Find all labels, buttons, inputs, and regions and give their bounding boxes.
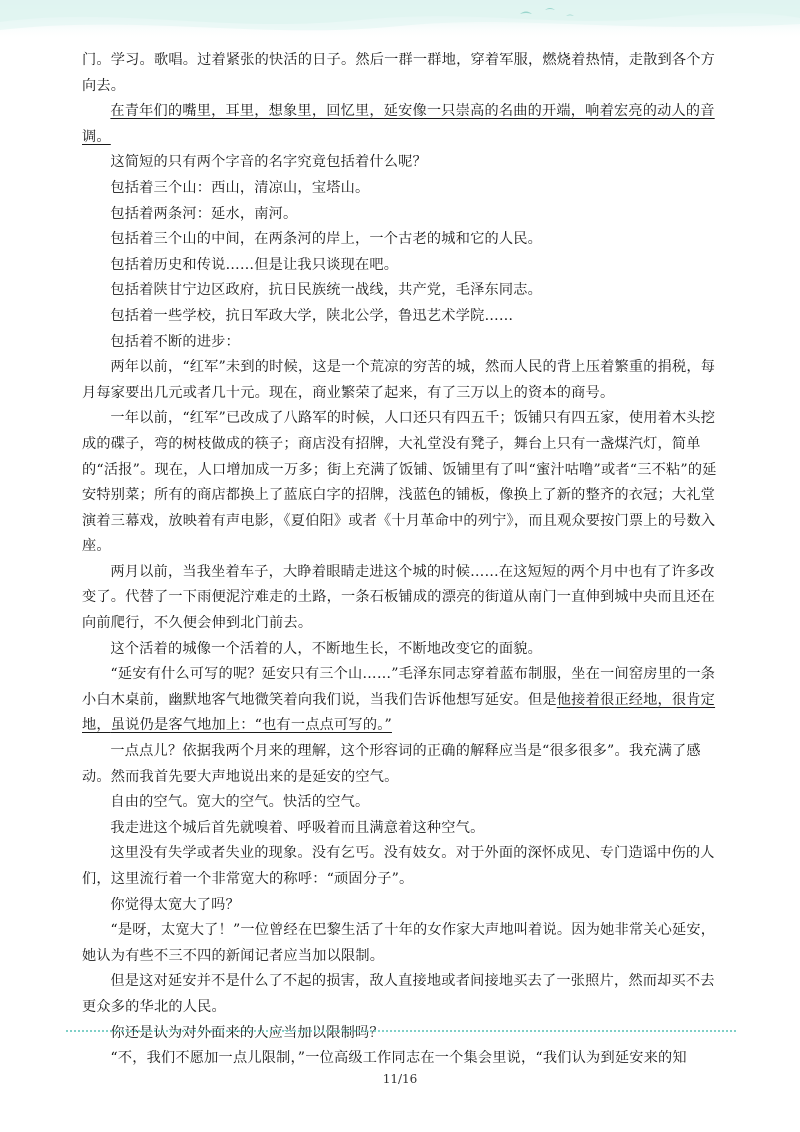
- article-body: [82, 48, 722, 1072]
- paragraph-text: 两月以前，当我坐着车子，大睁着眼睛走进这个城的时候……在这短短的两个月中也有了许多改变了。代替了一下雨便泥泞难走的土路，一条石板铺成的漂亮的街道从南门一直伸到城中央而且还在向前爬行，不久便会伸到北门前去。: [82, 563, 716, 632]
- paragraph: [82, 560, 722, 637]
- paragraph-text: 一年以前，“红军”已改成了八路军的时候，人口还只有四五千；饭铺只有四五家，使用着木头挖成的碟子，弯的树枝做成的筷子；商店没有招牌，大礼堂没有凳子，舞台上只有一盏煤汽灯，简单的“活报”。现在，人口增加成一万多；街上充满了饭铺、饭铺里有了叫“蜜汁咕噜”或者“三不粘”的延安特别菜；所有的商店都换上了蓝底白字的招牌，浅蓝色的铺板，像换上了新的整齐的衣冠；大礼堂演着三幕戏，放映着有声电影，《夏伯阳》或者《十月革命中的列宁》，而且观众要按门票上的号数入座。: [82, 410, 717, 555]
- paragraph-text: 但是这对延安并不是什么了不起的损害，敌人直接地或者间接地买去了一张照片，然而却买不去更众多的华北的人民。: [82, 973, 715, 1015]
- paragraph: [82, 662, 722, 739]
- paragraph-text: “延安有什么可写的呢？延安只有三个山……”毛泽东同志穿着蓝布制服，坐在一间窑房里的一条小白木桌前，幽默地客气地微笑着向我们说，当我们告诉他想写延安。但是: [82, 666, 716, 708]
- paragraph: [82, 48, 722, 99]
- paragraph-text: 两年以前，“红军”未到的时候，这是一个荒凉的穷苦的城，然而人民的背上压着繁重的捐税，每月每家要出几元或者几十元。现在，商业繁荣了起来，有了三万以上的资本的商号。: [82, 359, 716, 401]
- paragraph-text: 包括着陕甘宁边区政府，抗日民族统一战线，共产党，毛泽东同志。: [110, 282, 543, 299]
- paragraph-text: 包括着一些学校，抗日军政大学，陕北公学，鲁迅艺术学院……: [110, 307, 514, 324]
- paragraph-text: 你觉得太宽大了吗？: [110, 896, 240, 913]
- paragraph-text: 你还是认为对外面来的人应当加以限制吗？: [110, 1024, 384, 1041]
- underlined-text: 在青年们的嘴里，耳里，想象里，回忆里，延安像一只崇高的名曲的开端，响着宏亮的动人的音调。: [82, 103, 715, 145]
- paragraph-text: “是呀，太宽大了！”一位曾经在巴黎生活了十年的女作家大声地叫着说。因为她非常关心延安，她认为有些不三不四的新闻记者应当加以限制。: [82, 922, 716, 964]
- paragraph: [82, 227, 722, 253]
- paragraph-text: 这简短的只有两个字音的名字究竟包括着什么呢？: [110, 154, 427, 171]
- paragraph: [82, 355, 722, 406]
- paragraph: [82, 99, 722, 150]
- paragraph: [82, 969, 722, 1020]
- paragraph: [82, 253, 722, 279]
- paragraph-text: 这里没有失学或者失业的现象。没有乞丐。没有妓女。对于外面的深怀成见、专门造谣中伤的人们，这里流行着一个非常宽大的称呼：“顽固分子”。: [82, 845, 715, 887]
- paragraph: [82, 406, 722, 560]
- paragraph: [82, 150, 722, 176]
- paragraph-text: 我走进这个城后首先就嗅着、呼吸着而且满意着这种空气。: [110, 819, 485, 836]
- footer-dotted-divider: [66, 1030, 736, 1032]
- paragraph-text: 包括着两条河：延水，南河。: [110, 205, 298, 222]
- paragraph-text: 门。学习。歌唱。过着紧张的快活的日子。然后一群一群地，穿着军服，燃烧着热情，走散到各个方向去。: [82, 52, 716, 94]
- paragraph-text: 包括着三个山：西山，清凉山，宝塔山。: [110, 179, 370, 196]
- paragraph: [82, 816, 722, 842]
- paragraph: [82, 918, 722, 969]
- paragraph: [82, 637, 722, 663]
- paragraph: [82, 304, 722, 330]
- page-number: 11/16: [382, 1072, 418, 1086]
- paragraph: [82, 841, 722, 892]
- paragraph: [82, 739, 722, 790]
- paragraph: [82, 893, 722, 919]
- paragraph-text: 包括着历史和传说……但是让我只谈现在吧。: [110, 256, 399, 273]
- paragraph-text: 一点点儿？依据我两个月来的理解，这个形容词的正确的解释应当是“很多很多”。我充满了感动。然而我首先要大声地说出来的是延安的空气。: [82, 743, 701, 785]
- paragraph: [82, 330, 722, 356]
- paragraph: [82, 1046, 722, 1072]
- paragraph-text: 包括着三个山的中间，在两条河的岸上，一个古老的城和它的人民。: [110, 231, 543, 248]
- underlined-text: 他接着很正经地，很肯定地，: [82, 691, 716, 734]
- paragraph: [82, 790, 722, 816]
- paragraph: [82, 202, 722, 228]
- paragraph: [82, 278, 722, 304]
- paragraph-text: 包括着不断的进步：: [110, 333, 240, 350]
- paragraph: [82, 1021, 722, 1047]
- paragraph-text: 自由的空气。宽大的空气。快活的空气。: [110, 794, 370, 811]
- paragraph: [82, 176, 722, 202]
- paragraph-text: “不，我们不愿加一点儿限制，”一位高级工作同志在一个集会里说，“我们认为到延安来的知: [110, 1050, 687, 1067]
- underlined-text: 虽说仍是客气地加上：“也有一点点可写的。”: [110, 717, 392, 734]
- paragraph-text: 这个活着的城像一个活着的人，不断地生长，不断地改变它的面貌。: [110, 640, 543, 657]
